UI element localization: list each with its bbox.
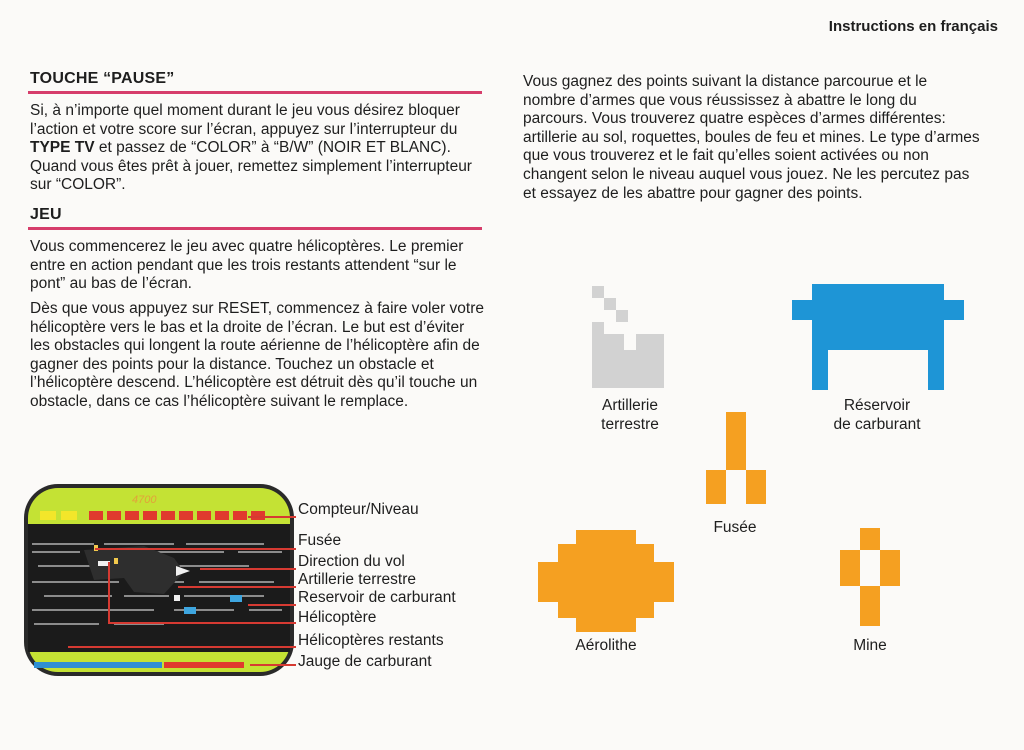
- ground-artillery-sprite: [174, 595, 180, 601]
- callout-fusee: Fusée: [298, 532, 342, 549]
- pause-paragraph: Si, à n’importe quel moment durant le jeu vous désirez bloquer l’action et votre score sur l’écran, appuyez sur l’interrupteur du TYPE TV et passez de “COLOR” à “B/W” (NOIR ET BLANC). Quand vous êtes prêt à jouer, remettez simplement l’interrupteur sur “COLOR”.: [30, 102, 472, 194]
- leader-direction: [200, 568, 296, 570]
- jeu-heading-rule: [28, 227, 482, 230]
- page-header: Instructions en français: [828, 18, 998, 35]
- fuel-gauge-red: [164, 662, 244, 668]
- leader-fusee: [95, 548, 296, 550]
- leader-helicoptere: [108, 622, 296, 624]
- jeu-paragraph-2: Dès que vous appuyez sur RESET, commencez à faire voler votre hélicoptère vers le bas et la droite de l’écran. Le but est d’éviter les obstacles qui longent la route aérienne de l’hélicoptère afin de gagner des points pour la distance. Touchez un obstacle et l’hélicoptère descend. L’hélicoptère est détruit dès qu’il touche un obstacle, dans ce cas l’hélicoptère suivant le remplace.: [30, 300, 485, 410]
- fuel-tank-sprite: [184, 607, 196, 614]
- fuel-gauge-blue: [34, 662, 162, 668]
- callout-reservoir-de-carburant: Reservoir de carburant: [298, 589, 456, 606]
- rocket-sprite-2: [114, 558, 118, 564]
- callout-compteur-niveau: Compteur/Niveau: [298, 501, 419, 518]
- callout-helicoptere: Hélicoptère: [298, 609, 377, 626]
- remaining-heli-box-1: [40, 511, 56, 520]
- mine-sprite: [840, 528, 900, 626]
- points-paragraph: Vous gagnez des points suivant la distance parcourue et le nombre d’armes que vous réussissez à abattre le long du parcours. Vous trouverez quatre espèces d’armes différentes: artillerie au sol, roquettes, boules de feu et mines. Le type d’armes que vous trouverez et le fait qu’elles soient activées ou non changent selon le niveau auquel vous jouez. Ne les percutez pas et essayez de les abattre pour gagner des points.: [523, 73, 980, 202]
- leader-helicoptere-vertical: [108, 562, 110, 624]
- ground-artillery-sprite-large: [592, 286, 672, 388]
- callout-artillerie-terrestre: Artillerie terrestre: [298, 571, 416, 588]
- fuel-tank-sprite-large: [792, 284, 964, 390]
- rocket-sprite-large: [706, 412, 766, 504]
- label-fusee: Fusée: [713, 519, 757, 536]
- label-mine: Mine: [853, 637, 887, 654]
- leader-jauge: [250, 664, 296, 666]
- label-aerolithe: Aérolithe: [575, 637, 637, 654]
- leader-reservoir: [248, 604, 296, 606]
- label-reservoir: Réservoir de carburant: [833, 397, 921, 433]
- leader-compteur: [248, 516, 296, 518]
- remaining-heli-box-2: [61, 511, 77, 520]
- fuel-tank-sprite-2: [230, 595, 242, 602]
- score-counter: 4700: [132, 494, 157, 506]
- leader-restants: [68, 646, 296, 648]
- jeu-paragraph-1: Vous commencerez le jeu avec quatre hélicoptères. Le premier entre en action pendant que les trois restants attendent “sur le pont” au bas de l’écran.: [30, 238, 464, 293]
- meteor-sprite: [538, 530, 674, 632]
- pause-heading: TOUCHE “PAUSE”: [30, 70, 175, 87]
- jeu-heading: JEU: [30, 206, 62, 223]
- label-artillerie: Artillerie terrestre: [601, 397, 659, 433]
- callout-jauge-de-carburant: Jauge de carburant: [298, 653, 432, 670]
- leader-artillerie: [178, 586, 296, 588]
- callout-helicopteres-restants: Hélicoptères restants: [298, 632, 444, 649]
- callout-direction-du-vol: Direction du vol: [298, 553, 405, 570]
- pause-heading-rule: [28, 91, 482, 94]
